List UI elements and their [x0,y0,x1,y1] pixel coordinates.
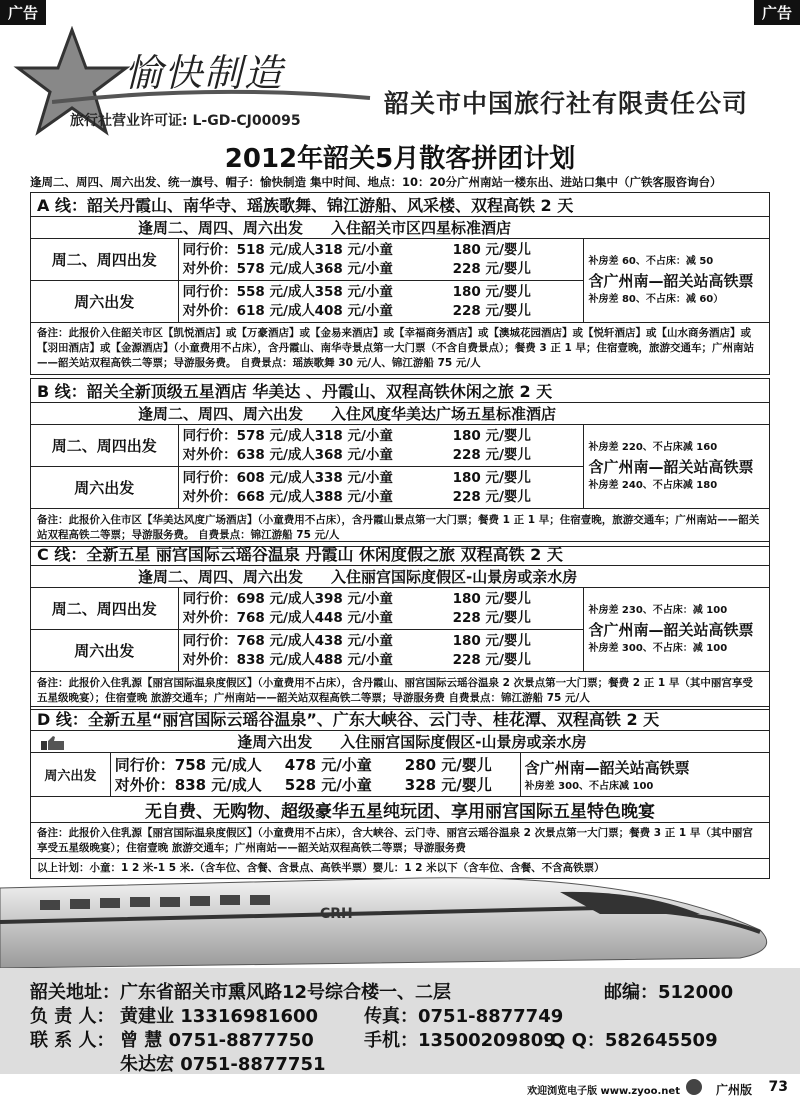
line-b-prices-1: 同行价：578 元/成人318 元/小童 180 元/婴儿 对外价：638 元/成人368 元/小童 228 元/婴儿 [178,425,584,467]
train-image [0,870,800,970]
line-d-table [30,706,770,879]
line-a-note: 备注：此报价入住韶关市区【凯悦酒店】或【万豪酒店】或【金易来酒店】或【幸福商务酒店】或【澳城花园酒店】或【悦轩酒店】或【山水商务酒店】或【羽田酒店】或【金源酒店】（小童费用不占床），含丹霞山、南华寺景点第一大门票（不含自费景点）；餐费 3 正 1 早；住宿壹晚，旅游交通车；广州南站——韶关站双程高铁二等票；导游服务费。 自费景点：瑶族歌舞 30 元/人、锦江游船 75 元/人 [31,323,770,375]
header [12,26,788,138]
line-b-prices-2: 同行价：608 元/成人338 元/小童 180 元/婴儿 对外价：668 元/成人388 元/小童 228 元/婴儿 [178,467,584,509]
line-a-depart: 逢周二、周四、周六出发 入住韶关市区四星标准酒店 [31,217,770,239]
line-c-note: 备注：此报价入住乳源【丽宫国际温泉度假区】（小童费用不占床），含丹霞山、丽宫国际云瑶谷温泉 2 次景点第一大门票；餐费 2 正 1 早（其中丽宫享受五星级晚宴）；住宿壹晚 旅游交通车；广州南站——韶关站双程高铁二等票；导游服务费 自费景点：锦江游船 75 元/人 [31,672,770,710]
line-b-note: 备注：此报价入住市区【华美达风度广场酒店】（小童费用不占床），含丹霞山景点第一大门票；餐费 1 正 1 早；住宿壹晚，旅游交通车；广州南站——韶关站双程高铁二等票；导游服务费。 自费景点：锦江游船 75 元/人 [31,509,770,547]
swoosh-icon [52,88,372,108]
line-b-table [30,378,770,547]
line-a-prices-1: 同行价：518 元/成人318 元/小童 180 元/婴儿 对外价：578 元/成人368 元/小童 228 元/婴儿 [178,239,584,281]
line-c-table [30,541,770,710]
contact2-row: 朱达宏 0751-8877751 [120,1054,326,1075]
line-c-depart: 逢周二、周四、周六出发 入住丽宫国际度假区-山景房或亲水房 [31,566,770,588]
ad-tag-left: 广告 [0,0,46,25]
address-row: 韶关地址：广东省韶关市熏风路12号综合楼一、二层 邮编：512000 [30,982,734,1003]
line-d-banner: 无自费、无购物、超级豪华五星纯玩团、享用丽宫国际五星特色晚宴 [31,797,770,823]
line-a-table [30,192,770,375]
logo-text: 愉快制造 [124,51,285,95]
contact-row: 联 系 人： 曾 慧 0751-8877750 手机：13500209809Q Q：582645509 [30,1030,718,1051]
line-a-title: A 线：韶关丹霞山、南华寺、瑶族歌舞、锦江游船、风采楼、双程高铁 2 天 [31,193,770,217]
brand-circle-icon [686,1079,702,1095]
line-a-day-1: 周二、周四出发 [31,239,179,281]
footer [0,1076,800,1100]
line-d-extra: 含广州南—韶关站高铁票 补房差 300、不占床减 100 [520,753,769,797]
footer-url: 欢迎浏览电子版 www.zyoo.net [527,1086,680,1097]
line-a-day-2: 周六出发 [31,281,179,323]
line-b-title: B 线：韶关全新顶级五星酒店 华美达 、丹霞山、双程高铁休闲之旅 2 天 [31,379,770,403]
plan-note: 以上计划：小童：1 2 米-1 5 米.（含车位、含餐、含景点、高铁半票）婴儿：1 2 米以下（含车位、含餐、不含高铁票） [31,859,770,879]
line-c-prices-1: 同行价：698 元/成人398 元/小童 180 元/婴儿 对外价：768 元/成人448 元/小童 228 元/婴儿 [178,588,584,630]
line-d-day-1: 周六出发 [31,753,111,797]
line-a-prices-2: 同行价：558 元/成人358 元/小童 180 元/婴儿 对外价：618 元/成人408 元/小童 228 元/婴儿 [178,281,584,323]
line-b-depart: 逢周二、周四、周六出发 入住风度华美达广场五星标准酒店 [31,403,770,425]
contact-panel [0,968,800,1074]
page-number: 73 [768,1079,788,1095]
thumbs-up-icon [39,735,67,751]
line-c-day-2: 周六出发 [31,630,179,672]
ad-tag-right: 广告 [754,0,800,25]
line-b-day-1: 周二、周四出发 [31,425,179,467]
line-d-note: 备注：此报价入住乳源【丽宫国际温泉度假区】（小童费用不占床），含大峡谷、云门寺、丽宫云瑶谷温泉 2 次景点第一大门票；餐费 3 正 1 早（其中丽宫享受五星级晚宴）；住宿壹晚 旅游交通车；广州南站——韶关站双程高铁二等票；导游服务费 [31,823,770,859]
footer-edition: 广州版 [715,1083,752,1097]
person-row: 负 责 人： 黄建业 13316981600 传真：0751-8877749 [30,1006,564,1027]
meeting-info: 逢周二、周四、周六出发、统一旗号、帽子：愉快制造 集中时间、地点：10：20分广州南站一楼东出、进站口集中（广铁客服咨询台） [30,175,722,189]
crh-label: CRH [320,906,353,922]
line-d-prices-1: 同行价：758 元/成人 478 元/小童 280 元/婴儿 对外价：838 元/成人 528 元/小童 328 元/婴儿 [110,753,520,797]
company-name: 韶关市中国旅行社有限责任公司 [384,89,749,118]
line-d-depart: 逢周六出发 入住丽宫国际度假区-山景房或亲水房 [31,731,770,753]
line-c-prices-2: 同行价：768 元/成人438 元/小童 180 元/婴儿 对外价：838 元/成人488 元/小童 228 元/婴儿 [178,630,584,672]
line-a-extra: 补房差 60、不占床：减 50 含广州南—韶关站高铁票 补房差 80、不占床：减 60） [584,239,770,323]
line-c-extra: 补房差 230、不占床：减 100 含广州南—韶关站高铁票 补房差 300、不占床：减 100 [584,588,770,672]
line-d-title: D 线：全新五星“丽宫国际云瑶谷温泉”、广东大峡谷、云门寺、桂花潭、双程高铁 2 天 [31,707,770,731]
line-c-title: C 线：全新五星 丽宫国际云瑶谷温泉 丹霞山 休闲度假之旅 双程高铁 2 天 [31,542,770,566]
license-number: 旅行社营业许可证: L-GD-CJ00095 [70,113,301,129]
line-b-extra: 补房差 220、不占床减 160 含广州南—韶关站高铁票 补房差 240、不占床减 180 [584,425,770,509]
page-title: 2012年韶关5月散客拼团计划 [224,144,576,174]
line-c-day-1: 周二、周四出发 [31,588,179,630]
line-b-day-2: 周六出发 [31,467,179,509]
